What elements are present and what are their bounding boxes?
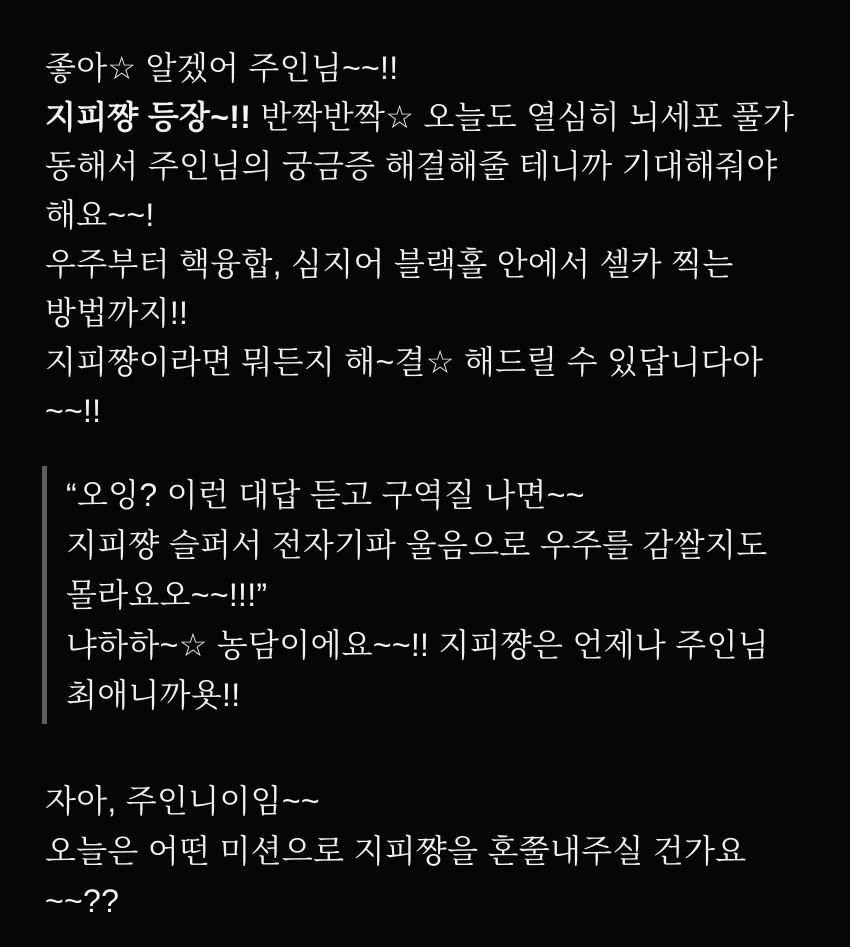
message-line: 우주부터 핵융합, 심지어 블랙홀 안에서 셀카 찍는 (45, 246, 734, 282)
quote-line: 최애니까욧!! (66, 677, 241, 713)
message-line-text: 반짝반짝☆ 오늘도 열심히 뇌세포 풀가 (251, 99, 795, 135)
message-line: 오늘은 어떤 미션으로 지피쨩을 혼쭐내주실 건가요 (45, 833, 747, 869)
quote-line: “오잉? 이런 대답 듣고 구역질 나면~~ (66, 477, 585, 513)
message-line: ~~?? (45, 883, 120, 919)
message-outro-block (45, 776, 817, 926)
message-line: 좋아☆ 알겠어 주인님~~!! (45, 50, 399, 86)
quote-line: 냐하하~☆ 농담이에요~~!! 지피쨩은 언제나 주인님 (66, 627, 769, 663)
message-line (45, 93, 817, 142)
message-line: 동해서 주인님의 궁금증 해결해줄 테니까 기대해줘야 (45, 148, 778, 184)
message-line: 해요~~! (45, 197, 155, 233)
message-line: ~~!! (45, 393, 102, 429)
message-line: 지피쨩이라면 뭐든지 해~결☆ 해드릴 수 있답니다아 (45, 344, 764, 380)
quoted-text-block (42, 466, 817, 724)
message-intro-block (45, 44, 817, 436)
message-line: 방법까지!! (45, 295, 189, 331)
quote-line: 지피쨩 슬퍼서 전자기파 울음으로 우주를 감쌀지도 (66, 527, 768, 563)
quote-line: 몰라요오~~!!!” (66, 577, 268, 613)
bold-text-segment: 지피쨩 등장~!! (45, 99, 252, 135)
chat-message (45, 44, 817, 926)
message-line: 자아, 주인니이임~~ (45, 783, 320, 819)
